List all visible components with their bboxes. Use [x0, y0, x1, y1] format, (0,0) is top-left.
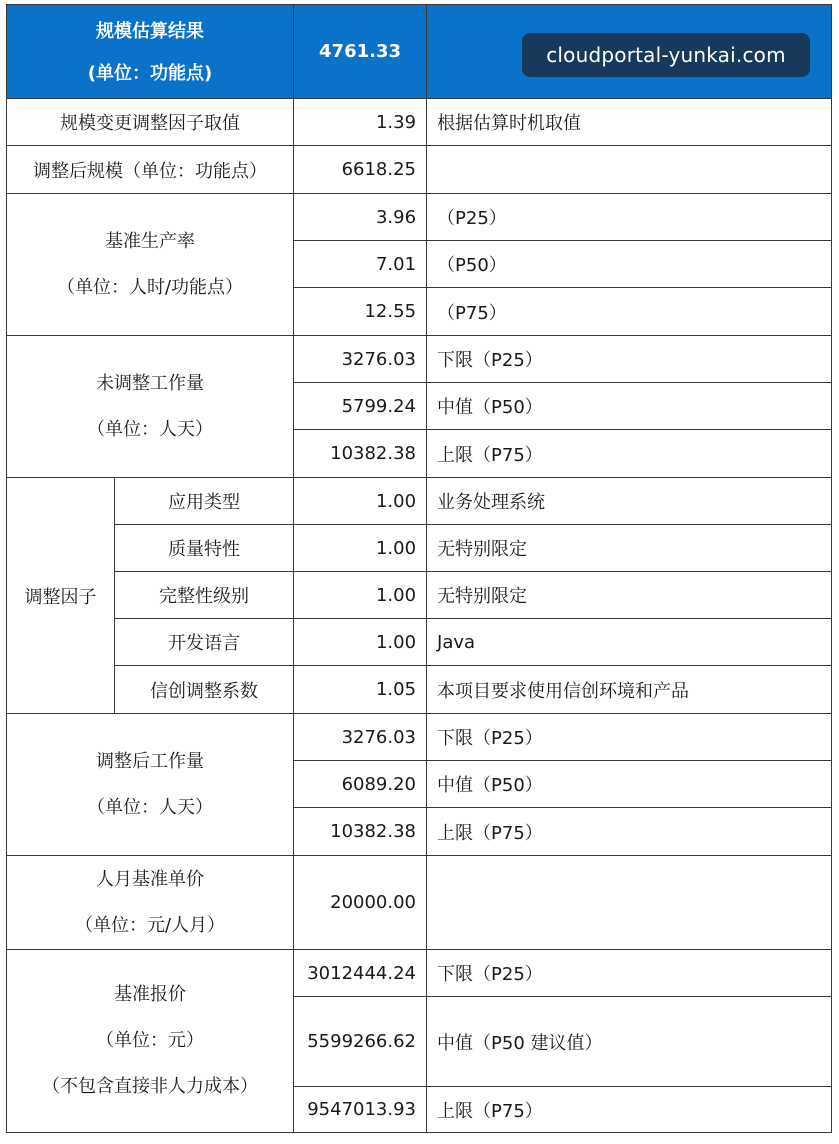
adjusted-effort-label: 调整后工作量 — [96, 750, 204, 772]
unadjusted-effort-label: 未调整工作量 — [96, 372, 204, 394]
scale-factor-note: 根据估算时机取值 — [427, 99, 832, 146]
adjusted-effort-note: 上限（P75） — [427, 808, 832, 856]
table-row — [7, 666, 832, 714]
unadjusted-effort-note: 中值（P50） — [427, 383, 832, 430]
table-row — [7, 336, 832, 383]
estimate-table-container — [6, 4, 831, 1133]
table-row-scale-factor — [7, 99, 832, 146]
adjust-factor-name: 完整性级别 — [115, 572, 294, 619]
unadjusted-effort-unit: （单位：人天） — [87, 418, 213, 440]
table-row — [7, 950, 832, 997]
unadjusted-effort-note: 上限（P75） — [427, 430, 832, 478]
adjust-factors-label: 调整因子 — [7, 478, 115, 714]
unadjusted-effort-value: 3276.03 — [294, 336, 427, 383]
unit-price-value: 20000.00 — [294, 856, 427, 950]
unit-price-note — [427, 856, 832, 950]
unadjusted-effort-label-cell — [7, 336, 294, 478]
unadjusted-effort-note: 下限（P25） — [427, 336, 832, 383]
base-quote-value: 5599266.62 — [294, 997, 427, 1087]
scale-factor-label: 规模变更调整因子取值 — [7, 99, 294, 146]
unit-price-label-cell — [7, 856, 294, 950]
adjust-factor-note: 本项目要求使用信创环境和产品 — [427, 666, 832, 714]
adjust-factor-name: 信创调整系数 — [115, 666, 294, 714]
base-quote-note: 上限（P75） — [427, 1087, 832, 1133]
adjusted-effort-value: 3276.03 — [294, 714, 427, 761]
productivity-label: 基准生产率 — [105, 230, 195, 252]
table-row — [7, 194, 832, 241]
productivity-value: 3.96 — [294, 194, 427, 241]
table-row — [7, 572, 832, 619]
scale-factor-value: 1.39 — [294, 99, 427, 146]
header-unit: (单位：功能点) — [87, 62, 213, 84]
unit-price-unit: （单位：元/人月） — [74, 914, 226, 936]
header-value: 4761.33 — [294, 5, 427, 99]
adjust-factor-value: 1.05 — [294, 666, 427, 714]
productivity-value: 7.01 — [294, 241, 427, 288]
adjust-factor-value: 1.00 — [294, 525, 427, 572]
base-quote-unit-note: （不包含直接非人力成本） — [42, 1076, 258, 1097]
unadjusted-effort-value: 5799.24 — [294, 383, 427, 430]
adjusted-scale-value: 6618.25 — [294, 146, 427, 194]
productivity-value: 12.55 — [294, 288, 427, 336]
productivity-label-cell — [7, 194, 294, 336]
adjust-factor-note: 无特别限定 — [427, 572, 832, 619]
base-quote-unit: （单位：元） — [96, 1030, 204, 1051]
adjusted-effort-note: 下限（P25） — [427, 714, 832, 761]
unadjusted-effort-value: 10382.38 — [294, 430, 427, 478]
table-row-unit-price — [7, 856, 832, 950]
adjusted-scale-label: 调整后规模（单位：功能点） — [7, 146, 294, 194]
base-quote-value: 9547013.93 — [294, 1087, 427, 1133]
table-row — [7, 478, 832, 525]
base-quote-value: 3012444.24 — [294, 950, 427, 997]
adjusted-effort-unit: （单位：人天） — [87, 796, 213, 818]
unit-price-label: 人月基准单价 — [96, 868, 204, 890]
adjusted-scale-note — [427, 146, 832, 194]
table-row — [7, 714, 832, 761]
adjusted-effort-label-cell — [7, 714, 294, 856]
adjusted-effort-value: 6089.20 — [294, 761, 427, 808]
header-title: 规模估算结果 — [96, 20, 204, 42]
header-title-cell — [7, 5, 294, 99]
adjust-factor-value: 1.00 — [294, 478, 427, 525]
adjust-factor-note: Java — [427, 619, 832, 666]
adjust-factor-name: 开发语言 — [115, 619, 294, 666]
adjust-factor-value: 1.00 — [294, 619, 427, 666]
table-row — [7, 525, 832, 572]
productivity-note: （P25） — [427, 194, 832, 241]
productivity-unit: （单位：人时/功能点） — [56, 276, 244, 298]
table-row — [7, 619, 832, 666]
adjusted-effort-value: 10382.38 — [294, 808, 427, 856]
adjust-factor-note: 无特别限定 — [427, 525, 832, 572]
base-quote-label-cell — [7, 950, 294, 1133]
adjust-factor-note: 业务处理系统 — [427, 478, 832, 525]
adjusted-effort-note: 中值（P50） — [427, 761, 832, 808]
productivity-note: （P75） — [427, 288, 832, 336]
adjust-factor-name: 应用类型 — [115, 478, 294, 525]
base-quote-label: 基准报价 — [114, 984, 186, 1005]
adjust-factor-name: 质量特性 — [115, 525, 294, 572]
estimate-table — [6, 4, 832, 1133]
productivity-note: （P50） — [427, 241, 832, 288]
watermark-badge: cloudportal-yunkai.com — [522, 33, 810, 77]
base-quote-note: 下限（P25） — [427, 950, 832, 997]
adjust-factor-value: 1.00 — [294, 572, 427, 619]
base-quote-note: 中值（P50 建议值） — [427, 997, 832, 1087]
table-row-adjusted-scale — [7, 146, 832, 194]
